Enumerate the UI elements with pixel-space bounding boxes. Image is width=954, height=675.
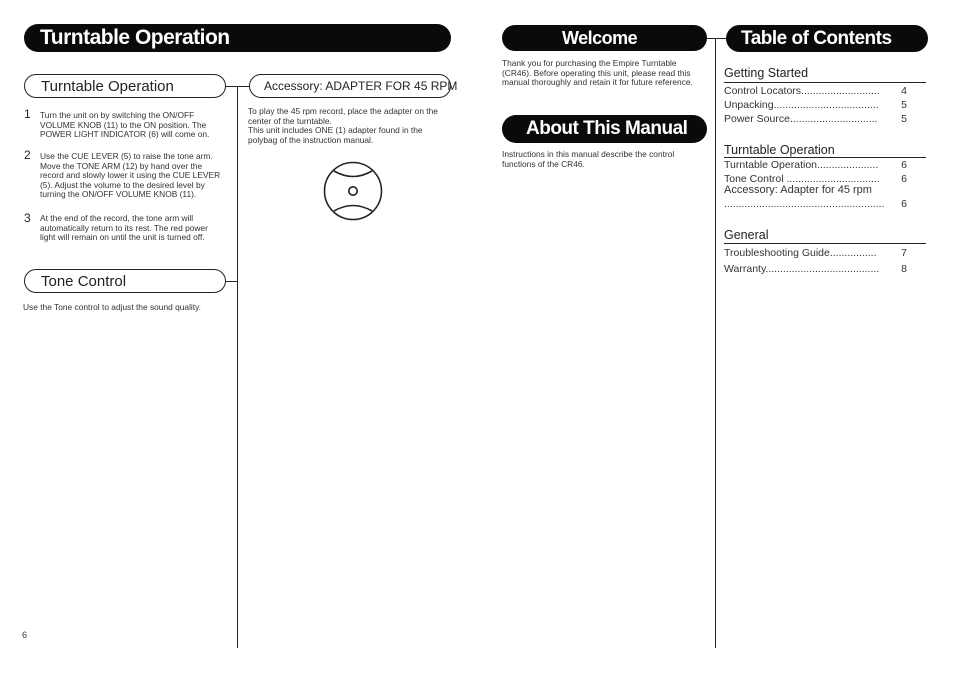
step-1-line: Turn the unit on by switching the ON/OFF: [40, 110, 195, 120]
page-number-left: 6: [22, 630, 28, 640]
step-text-1: [40, 111, 235, 140]
step-2-line: (5). Adjust the volume to the desired level by: [40, 179, 205, 190]
toc-entry[interactable]: Power Source..............................: [724, 113, 878, 125]
step-2-line: turning the ON/OFF VOLUME KNOB (11).: [40, 189, 197, 200]
toc-entry[interactable]: Accessory: Adapter for 45 rpm: [724, 184, 872, 196]
toc-entry[interactable]: Troubleshooting Guide................: [724, 247, 877, 259]
right-column-divider: [715, 38, 716, 648]
step-1-line: VOLUME KNOB (11) to the ON position. The: [40, 119, 207, 130]
welcome-line: manual thoroughly and retain it for future reference.: [502, 77, 693, 88]
accessory-line: center of the turntable.: [248, 115, 332, 126]
section-title-tone: Tone Control: [41, 273, 127, 290]
pill-connector-tone: [224, 281, 238, 282]
step-3-line: automatically return to its rest. The red power: [40, 222, 208, 233]
accessory-line: To play the 45 rpm record, place the adapter on the: [248, 106, 438, 116]
step-2-line: Move the TONE ARM (12) by hand over the: [40, 160, 203, 171]
toc-entry-page: 8: [901, 263, 907, 275]
toc-rule: [724, 157, 926, 158]
toc-entry-page: 4: [901, 85, 907, 97]
left-banner-title: Turntable Operation: [40, 26, 230, 49]
step-number-1: 1: [24, 107, 31, 121]
step-text-3: [40, 214, 235, 243]
step-3-line: At the end of the record, the tone arm will: [40, 213, 194, 223]
toc-heading-general: General: [724, 228, 769, 242]
welcome-banner: [502, 25, 707, 51]
step-2-line: Use the CUE LEVER (5) to raise the tone arm.: [40, 151, 213, 161]
left-column-divider: [237, 86, 238, 648]
step-number-3: 3: [24, 211, 31, 225]
about-text: [502, 150, 712, 169]
toc-rule: [724, 82, 926, 83]
welcome-line: (CR46). Before operating this unit, please read this: [502, 67, 691, 78]
section-pill-turntable: [24, 74, 226, 98]
toc-rule: [724, 243, 926, 244]
section-pill-tone: [24, 269, 226, 293]
adapter-45rpm-icon: [322, 160, 384, 222]
toc-title: Table of Contents: [741, 28, 892, 49]
toc-heading-getting-started: Getting Started: [724, 66, 809, 80]
toc-entry[interactable]: Warranty.......................................: [724, 263, 880, 275]
section-pill-accessory: [249, 74, 458, 98]
toc-banner: [726, 25, 928, 52]
accessory-line: This unit includes ONE (1) adapter found in the: [248, 125, 423, 136]
step-1-line: POWER LIGHT INDICATOR (6) will come on.: [40, 129, 210, 140]
accessory-line: polybag of the instruction manual.: [248, 134, 374, 145]
step-3-line: light will remain on until the unit is turned off.: [40, 232, 205, 243]
toc-entry-page: 6: [901, 159, 907, 171]
welcome-title: Welcome: [562, 28, 638, 48]
step-2-line: record and slowly lower it using the CUE LEVER: [40, 170, 221, 181]
tone-text: Use the Tone control to adjust the sound quality.: [23, 302, 202, 312]
section-title-accessory: Accessory: ADAPTER FOR 45 RPM: [264, 79, 458, 93]
toc-entry[interactable]: .......................................................: [724, 198, 885, 210]
toc-entry[interactable]: Turntable Operation.....................: [724, 159, 879, 171]
toc-entry-page: 6: [901, 198, 907, 210]
toc-entry-page: 5: [901, 113, 907, 125]
step-text-2: [40, 152, 235, 200]
toc-entry-page: 6: [901, 173, 907, 185]
step-number-2: 2: [24, 148, 31, 162]
accessory-text: [248, 107, 458, 145]
welcome-text: [502, 59, 712, 88]
welcome-connector: [706, 38, 728, 39]
about-title: About This Manual: [526, 118, 688, 139]
toc-entry-page: 5: [901, 99, 907, 111]
section-title-turntable: Turntable Operation: [41, 78, 174, 95]
about-line: Instructions in this manual describe the control: [502, 149, 675, 159]
about-line: functions of the CR46.: [502, 158, 585, 169]
welcome-line: Thank you for purchasing the Empire Turntable: [502, 58, 677, 68]
about-banner: [502, 115, 707, 143]
toc-entry[interactable]: Unpacking....................................: [724, 99, 879, 111]
toc-entry[interactable]: Control Locators...........................: [724, 85, 880, 97]
left-banner: [24, 24, 451, 52]
toc-heading-turntable-operation: Turntable Operation: [724, 143, 835, 157]
toc-entry-page: 7: [901, 247, 907, 259]
toc-entry[interactable]: Tone Control ................................: [724, 173, 880, 185]
pill-connector-turntable: [224, 86, 251, 87]
